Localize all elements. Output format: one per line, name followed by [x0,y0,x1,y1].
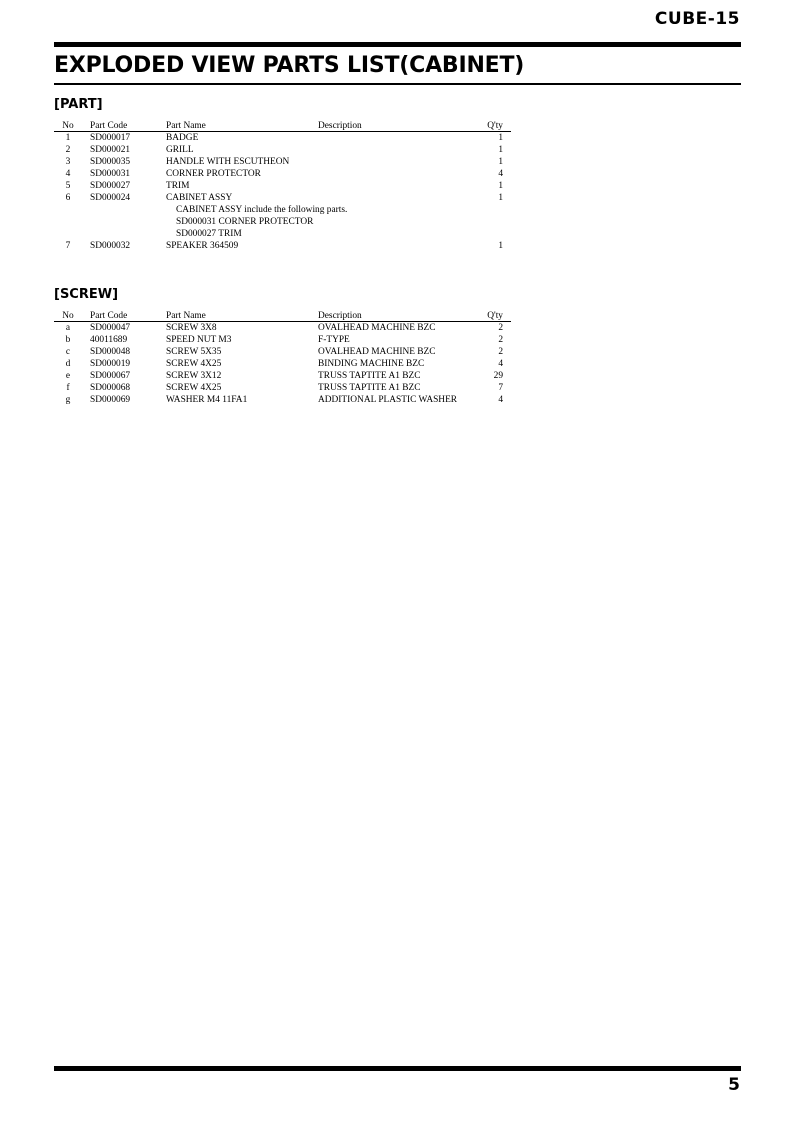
table-note-row [54,216,511,228]
row-part-name: TRIM [166,181,190,191]
row-qty: 1 [498,241,503,251]
row-part-code: SD000017 [90,133,131,143]
row-qty: 2 [498,323,503,333]
row-part-name: GRILL [166,145,194,155]
row-qty: 7 [498,383,503,393]
row-no: d [65,359,71,369]
page-title: EXPLODED VIEW PARTS LIST(CABINET) [54,53,525,78]
row-qty: 4 [498,359,503,369]
row-qty: 1 [498,193,503,203]
row-qty: 1 [498,145,503,155]
row-part-code: SD000047 [90,323,131,333]
row-qty: 2 [498,335,503,345]
table-row [54,156,511,168]
row-qty: 29 [493,371,503,381]
row-part-name: CORNER PROTECTOR [166,169,261,179]
row-part-code: SD000048 [90,347,131,357]
row-no: 3 [65,157,71,167]
row-part-code: SD000069 [90,395,131,405]
table-row [54,180,511,192]
model-name: CUBE-15 [654,9,740,29]
row-description: ADDITIONAL PLASTIC WASHER [318,395,458,405]
row-no: 1 [65,133,71,143]
row-part-code: SD000031 [90,169,131,179]
screw-section-title: [SCREW] [54,287,119,302]
footer-rule [54,1066,741,1071]
row-part-code: SD000032 [90,241,131,251]
row-part-code: SD000035 [90,157,131,167]
part-section-title: [PART] [54,97,103,112]
row-part-name: SPEED NUT M3 [166,335,232,345]
row-description: TRUSS TAPTITE A1 BZC [318,383,421,393]
row-part-name: SD000031 CORNER PROTECTOR [176,217,314,227]
row-description: BINDING MACHINE BZC [318,359,425,369]
row-no: 6 [65,193,71,203]
row-qty: 1 [498,157,503,167]
row-part-name: WASHER M4 11FA1 [166,395,248,405]
row-no: g [65,395,71,405]
row-qty: 1 [498,133,503,143]
table-row [54,394,511,406]
row-part-name: SCREW 4X25 [166,383,222,393]
table-row [54,132,511,144]
row-qty: 1 [498,181,503,191]
column-header-description: Description [318,121,362,131]
table-header-row [54,120,511,132]
row-part-name: SCREW 5X35 [166,347,222,357]
row-part-code: SD000024 [90,193,131,203]
part-table [54,120,511,252]
row-part-code: SD000019 [90,359,131,369]
table-note-row [54,204,511,216]
row-no: c [65,347,71,357]
row-qty: 2 [498,347,503,357]
row-part-name: SCREW 3X12 [166,371,222,381]
row-part-name: BADGE [166,133,199,143]
table-row [54,370,511,382]
column-header-qty: Q'ty [487,311,503,321]
table-row [54,358,511,370]
row-qty: 4 [498,169,503,179]
column-header-no: No [62,311,74,321]
row-no: 7 [65,241,71,251]
row-no: 5 [65,181,71,191]
row-description: OVALHEAD MACHINE BZC [318,347,436,357]
title-rule-bottom [54,83,741,85]
row-part-code: SD000067 [90,371,131,381]
screw-table [54,310,511,406]
row-part-code: SD000068 [90,383,131,393]
table-header-row [54,310,511,322]
table-row [54,382,511,394]
column-header-qty: Q'ty [487,121,503,131]
row-no: 2 [65,145,71,155]
row-part-name: HANDLE WITH ESCUTHEON [166,157,290,167]
table-note-row [54,228,511,240]
table-row [54,168,511,180]
table-row [54,346,511,358]
row-part-name: CABINET ASSY [166,193,233,203]
column-header-part-name: Part Name [166,121,206,131]
row-no: 4 [65,169,71,179]
column-header-part-code: Part Code [90,121,128,131]
row-part-code: SD000027 [90,181,131,191]
column-header-description: Description [318,311,362,321]
row-description: F-TYPE [318,335,350,345]
title-rule-top [54,42,741,47]
table-row [54,192,511,204]
row-no: f [66,383,70,393]
table-row [54,240,511,252]
row-no: b [65,335,71,345]
row-part-name: SCREW 3X8 [166,323,217,333]
page-number: 5 [728,1075,740,1095]
row-no: a [65,323,71,333]
row-qty: 4 [498,395,503,405]
row-part-name: SD000027 TRIM [176,229,242,239]
row-no: e [65,371,71,381]
table-row [54,334,511,346]
row-part-code: 40011689 [90,335,128,345]
row-description: OVALHEAD MACHINE BZC [318,323,436,333]
row-part-name: SCREW 4X25 [166,359,222,369]
table-row [54,322,511,334]
column-header-part-name: Part Name [166,311,206,321]
table-row [54,144,511,156]
column-header-part-code: Part Code [90,311,128,321]
row-part-code: SD000021 [90,145,131,155]
row-description: TRUSS TAPTITE A1 BZC [318,371,421,381]
row-part-name: SPEAKER 364509 [166,241,239,251]
column-header-no: No [62,121,74,131]
row-part-name: CABINET ASSY include the following parts. [176,205,348,215]
